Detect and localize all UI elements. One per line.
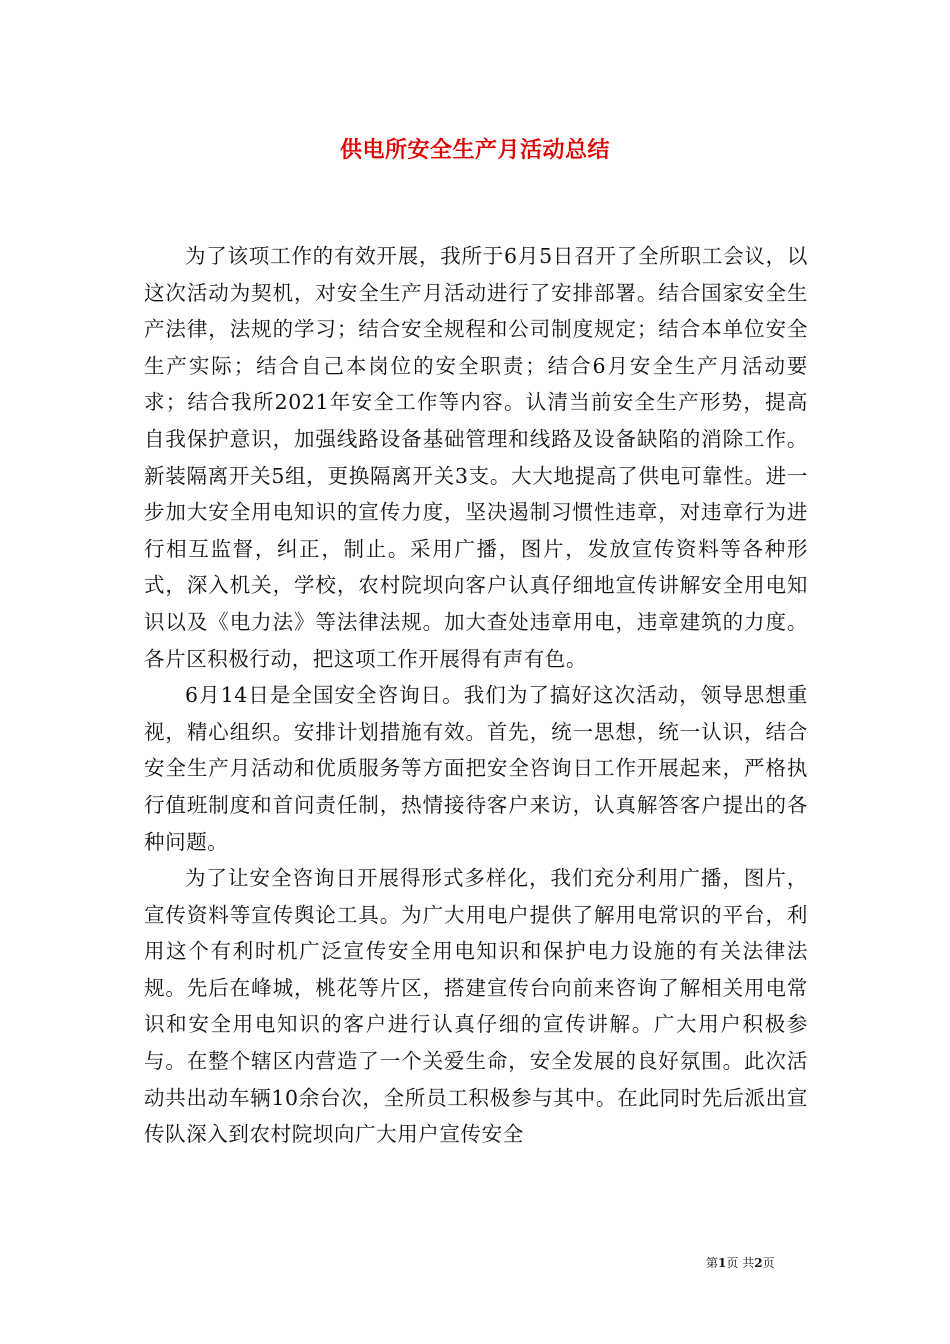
footer-middle: 页 共: [726, 1256, 755, 1270]
page-number-footer: [706, 1255, 775, 1271]
document-body: [144, 238, 808, 1153]
footer-total-pages: 2: [754, 1256, 763, 1270]
footer-current-page: 1: [718, 1256, 727, 1270]
footer-suffix: 页: [762, 1256, 775, 1270]
paragraph-2: 6月14日是全国安全咨询日。我们为了搞好这次活动，领导思想重视，精心组织。安排计划措施有效。首先，统一思想，统一认识，结合安全生产月活动和优质服务等方面把安全咨询日工作开展起来，严格执行值班制度和首问责任制，热情接待客户来访，认真解答客户提出的各种问题。: [144, 683, 808, 854]
document-title: 供电所安全生产月活动总结: [339, 137, 610, 163]
footer-prefix: 第: [706, 1256, 719, 1270]
paragraph-1: 为了该项工作的有效开展，我所于6月5日召开了全所职工会议，以这次活动为契机，对安全生产月活动进行了安排部署。结合国家安全生产法律，法规的学习；结合安全规程和公司制度规定；结合本单位安全生产实际；结合自己本岗位的安全职责；结合6月安全生产月活动要求；结合我所2021年安全工作等内容。认清当前安全生产形势，提高自我保护意识，加强线路设备基础管理和线路及设备缺陷的消除工作。新装隔离开关5组，更换隔离开关3支。大大地提高了供电可靠性。进一步加大安全用电知识的宣传力度，坚决遏制习惯性违章，对违章行为进行相互监督，纠正，制止。采用广播，图片，发放宣传资料等各种形式，深入机关，学校，农村院坝向客户认真仔细地宣传讲解安全用电知识以及《电力法》等法律法规。加大查处违章用电，违章建筑的力度。各片区积极行动，把这项工作开展得有声有色。: [144, 244, 808, 671]
paragraph-3: 为了让安全咨询日开展得形式多样化，我们充分利用广播，图片，宣传资料等宣传舆论工具。为广大用电户提供了解用电常识的平台，利用这个有利时机广泛宣传安全用电知识和保护电力设施的有关法律法规。先后在峰城，桃花等片区，搭建宣传台向前来咨询了解相关用电常识和安全用电知识的客户进行认真仔细的宣传讲解。广大用户积极参与。在整个辖区内营造了一个关爱生命，安全发展的良好氛围。此次活动共出动车辆10余台次，全所员工积极参与其中。在此同时先后派出宣传队深入到农村院坝向广大用户宣传安全: [144, 866, 808, 1147]
